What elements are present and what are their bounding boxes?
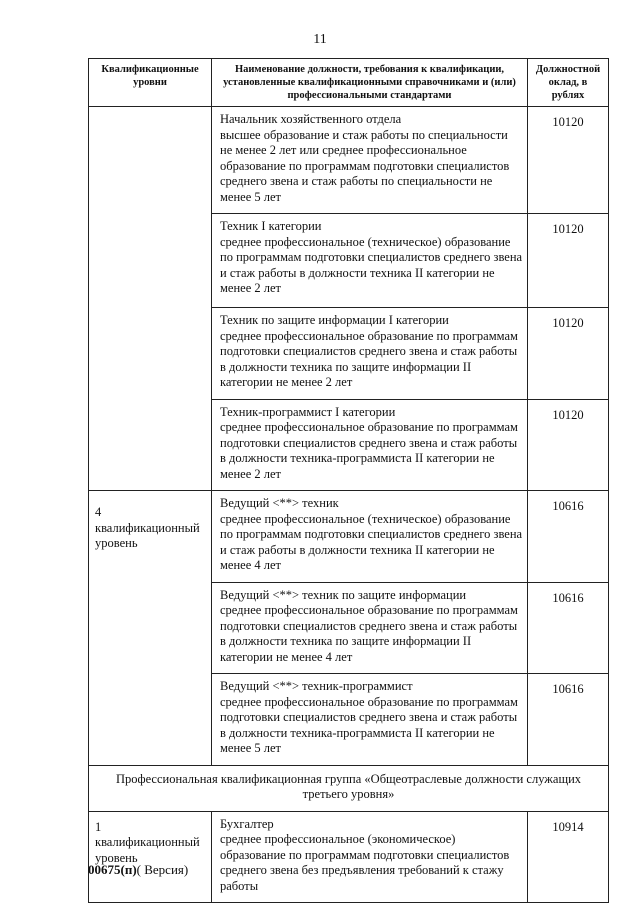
header-salary: Должностной оклад, в рублях: [528, 59, 609, 107]
level-cell: 4 квалификационный уровень: [89, 491, 212, 766]
page-number: 11: [313, 32, 327, 47]
position-requirements: среднее профессиональное образование по программам подготовки специалистов среднего звена и стаж работы в должности техника по защите информации II категории не менее 4 лет: [220, 603, 518, 664]
position-title: Ведущий <**> техник по защите информации: [220, 587, 467, 602]
level-cell: 1 квалификационный уровень: [89, 811, 212, 903]
position-cell: [212, 214, 528, 308]
position-requirements: среднее профессиональное (техническое) образование по программам подготовки специалистов среднего звена и стаж работы в должности техника II категории не менее 2 лет: [220, 234, 523, 295]
position-cell: [212, 308, 528, 400]
position-cell: [212, 582, 528, 674]
position-title: Ведущий <**> техник-программист: [220, 679, 413, 693]
level-cell: [89, 107, 212, 491]
table-row: [89, 491, 609, 583]
salary-cell: 10120: [528, 107, 609, 214]
header-position: Наименование должности, требования к квалификации, установленные квалификационными справочниками и (или) профессиональными стандартами: [212, 59, 528, 107]
position-cell: [212, 107, 528, 214]
document-footer: [88, 862, 188, 878]
position-requirements: среднее профессиональное образование по программам подготовки специалистов среднего звена и стаж работы в должности техника-программиста II категории не менее 5 лет: [220, 694, 518, 755]
version-label: ( Версия): [136, 862, 189, 877]
header-level: Квалификационные уровни: [89, 59, 212, 107]
table-row: [89, 107, 609, 214]
salary-cell: 10120: [528, 308, 609, 400]
position-title: Бухгалтер: [220, 816, 274, 831]
position-cell: [212, 399, 528, 491]
position-cell: [212, 491, 528, 583]
position-requirements: среднее профессиональное (техническое) образование по программам подготовки специалистов среднего звена и стаж работы в должности техника II категории не менее 4 лет: [220, 511, 523, 572]
salary-cell: 10616: [528, 491, 609, 583]
salary-cell: 10120: [528, 214, 609, 308]
position-cell: [212, 811, 528, 903]
position-title: Ведущий <**> техник: [220, 496, 339, 510]
position-title: Техник по защите информации I категории: [220, 313, 449, 327]
position-requirements: высшее образование и стаж работы по специальности не менее 2 лет или среднее профессиональное образование по программам подготовки специалистов среднего звена и стаж работы по специальности не менее 5 лет: [220, 127, 510, 204]
position-requirements: среднее профессиональное образование по программам подготовки специалистов среднего звена и стаж работы в должности техника-программиста II категории не менее 2 лет: [220, 420, 518, 481]
qualification-table: [88, 58, 609, 903]
salary-cell: 10616: [528, 582, 609, 674]
position-title: Техник I категории: [220, 219, 322, 233]
salary-cell: 10120: [528, 399, 609, 491]
position-title: Техник-программист I категории: [220, 404, 396, 419]
position-title: Начальник хозяйственного отдела: [220, 112, 402, 126]
document-code: 00675(п): [88, 862, 137, 877]
group-heading: Профессиональная квалификационная группа «Общеотраслевые должности служащих третьего уровня»: [89, 765, 609, 811]
table-header-row: [89, 59, 609, 107]
position-cell: [212, 674, 528, 766]
position-requirements: среднее профессиональное (экономическое) образование по программам подготовки специалистов среднего звена без предъявления требований к стажу работы: [220, 832, 510, 893]
group-heading-row: [89, 765, 609, 811]
salary-cell: 10616: [528, 674, 609, 766]
position-requirements: среднее профессиональное образование по программам подготовки специалистов среднего звена и стаж работы в должности техника по защите информации II категории не менее 2 лет: [220, 328, 518, 389]
table-row: [89, 811, 609, 903]
salary-cell: 10914: [528, 811, 609, 903]
